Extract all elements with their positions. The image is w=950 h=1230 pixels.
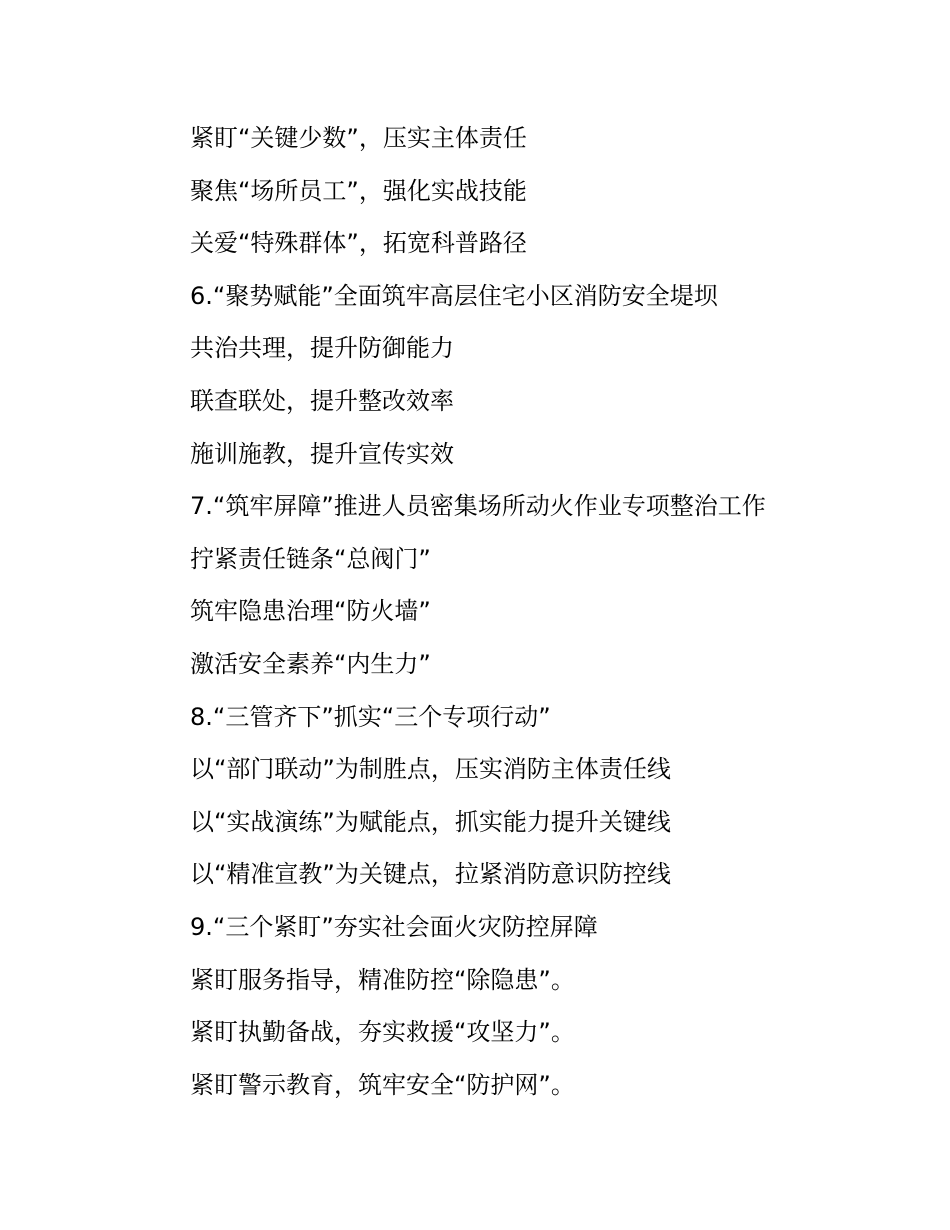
text-line: 紧盯服务指导，精准防控“除隐患”。 — [190, 965, 575, 994]
text-line: 聚焦“场所员工”，强化实战技能 — [190, 176, 527, 205]
text-line: 以“实战演练”为赋能点，抓实能力提升关键线 — [190, 807, 671, 836]
section-heading: 7.“筑牢屏障”推进人员密集场所动火作业专项整治工作 — [190, 492, 766, 521]
text-line: 紧盯“关键少数”，压实主体责任 — [190, 124, 527, 152]
section-heading: 8.“三管齐下”抓实“三个专项行动” — [190, 702, 551, 731]
section-heading: 9.“三个紧盯”夯实社会面火灾防控屏障 — [190, 912, 598, 941]
text-line: 关爱“特殊群体”，拓宽科普路径 — [190, 229, 527, 258]
text-line: 紧盯执勤备战，夯实救援“攻坚力”。 — [190, 1018, 575, 1047]
section-heading: 6.“聚势赋能”全面筑牢高层住宅小区消防安全堤坝 — [190, 281, 718, 310]
document-body — [190, 112, 890, 1111]
text-line: 共治共理，提升防御能力 — [190, 334, 454, 363]
text-line: 激活安全素养“内生力” — [190, 649, 431, 678]
text-line: 以“精准宣教”为关键点，拉紧消防意识防控线 — [190, 860, 671, 889]
text-line: 以“部门联动”为制胜点，压实消防主体责任线 — [190, 755, 671, 784]
text-line: 联查联处，提升整改效率 — [190, 386, 454, 415]
text-line: 施训施教，提升宣传实效 — [190, 439, 454, 468]
text-line: 紧盯警示教育，筑牢安全“防护网”。 — [190, 1070, 575, 1099]
text-line: 筑牢隐患治理“防火墙” — [190, 597, 431, 626]
text-line: 拧紧责任链条“总阀门” — [190, 544, 431, 573]
